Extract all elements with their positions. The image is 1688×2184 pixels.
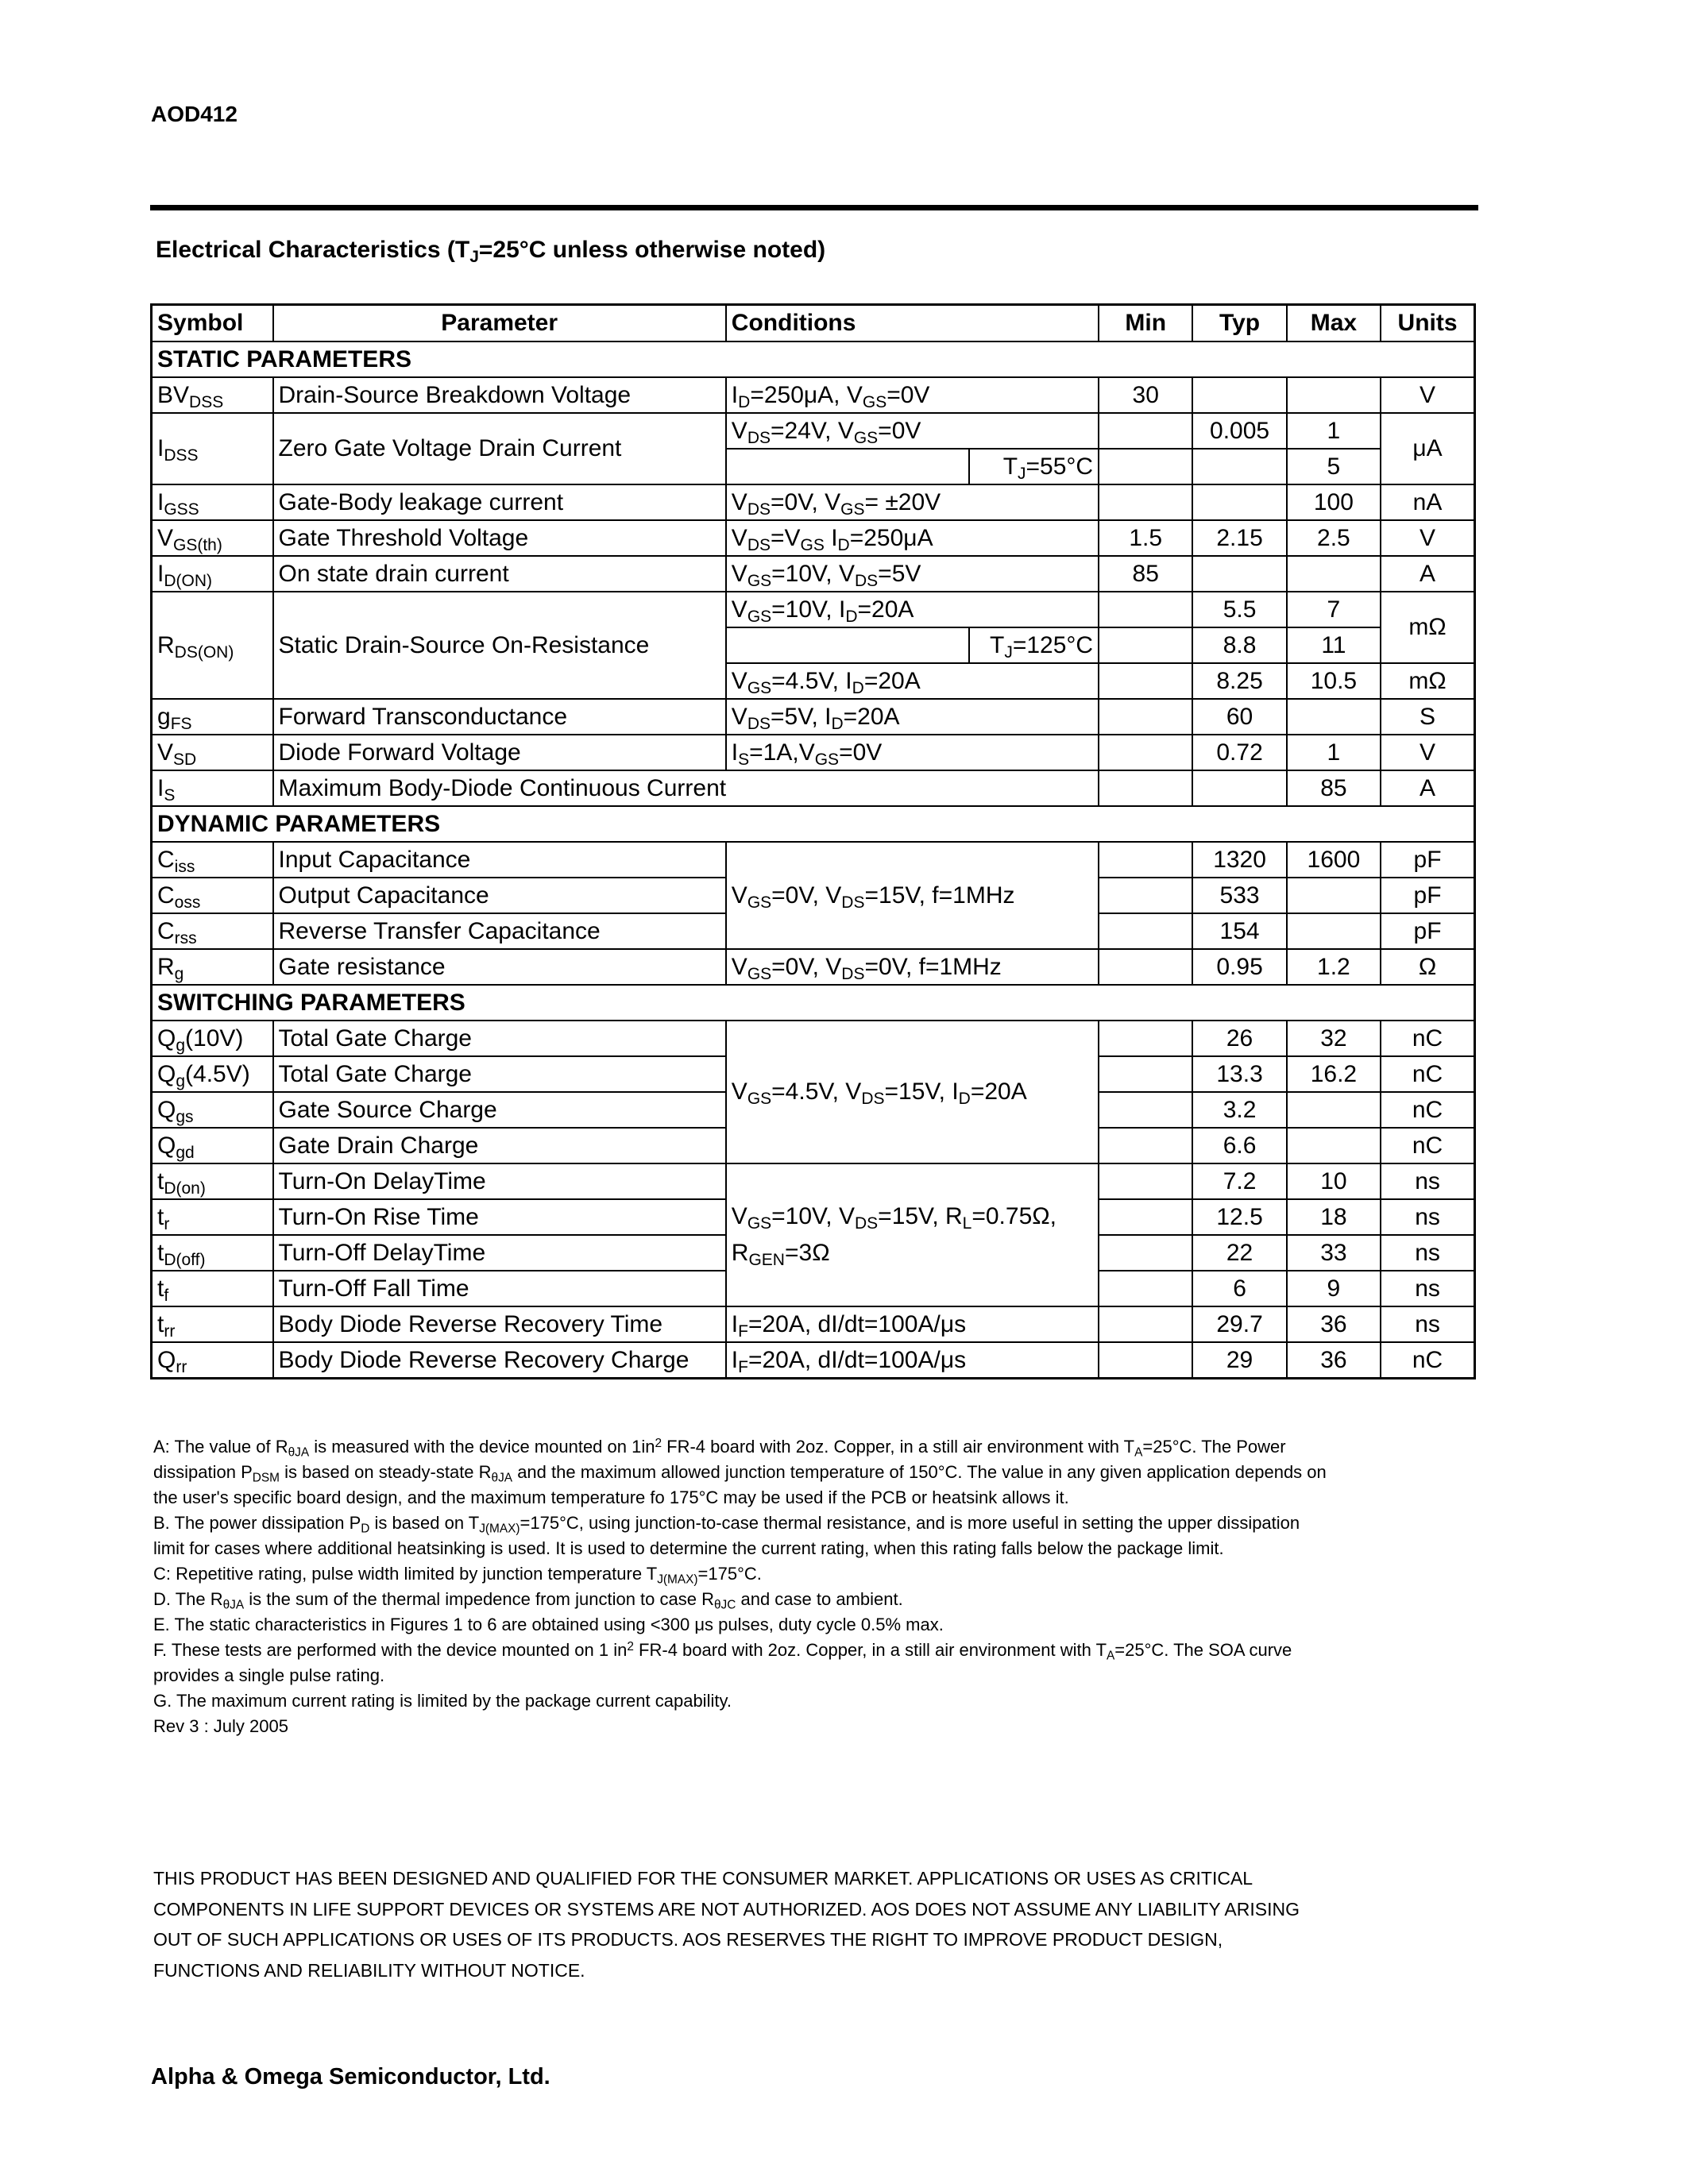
min-cell [1099, 913, 1192, 949]
min-cell [1099, 949, 1192, 985]
unit-cell: V [1381, 377, 1474, 413]
min-cell [1099, 1128, 1192, 1163]
symbol-cell: $C_{rss}$ [152, 913, 273, 949]
conditions-cell [726, 627, 969, 663]
typ-cell: 29 [1192, 1342, 1286, 1379]
typ-cell: 3.2 [1192, 1092, 1286, 1128]
max-cell: 16.2 [1287, 1056, 1381, 1092]
unit-cell: pF [1381, 878, 1474, 913]
header-max: Max [1287, 305, 1381, 342]
typ-cell [1192, 770, 1286, 806]
symbol-cell: $Q_{rr}$ [152, 1342, 273, 1379]
symbol-cell: $g_{FS}$ [152, 699, 273, 735]
symbol-cell: $I_S$ [152, 770, 273, 806]
disclaimer-line: OUT OF SUCH APPLICATIONS OR USES OF ITS PRODUCTS. AOS RESERVES THE RIGHT TO IMPROVE PRODUCT DESIGN, [153, 1929, 1223, 1950]
typ-cell: 2.15 [1192, 520, 1286, 556]
section-dynamic: DYNAMIC PARAMETERS [152, 806, 1475, 842]
min-cell [1099, 1271, 1192, 1306]
disclaimer-line: COMPONENTS IN LIFE SUPPORT DEVICES OR SYSTEMS ARE NOT AUTHORIZED. AOS DOES NOT ASSUME ANY LIABILITY ARISING [153, 1898, 1300, 1920]
section-switching: SWITCHING PARAMETERS [152, 985, 1475, 1021]
min-cell [1099, 1306, 1192, 1342]
section-title: Electrical Characteristics ($T_J=25^\circ C$ unless otherwise noted) [156, 237, 826, 266]
conditions-cell: $I_F=20A$, dI/dt=100A/μs [726, 1342, 1099, 1379]
tj-cell: $T_J=55^\circ C$ [969, 449, 1099, 484]
min-cell [1099, 1199, 1192, 1235]
disclaimer-line: THIS PRODUCT HAS BEEN DESIGNED AND QUALIFIED FOR THE CONSUMER MARKET. APPLICATIONS OR USES AS CRITICAL [153, 1868, 1253, 1889]
unit-cell: A [1381, 556, 1474, 592]
max-cell: 100 [1287, 484, 1381, 520]
conditions-cell: $V_{GS}=10V$, $V_{DS}=15V$, $R_L=0.75\Omega$, $R_{GEN}=3\Omega$ [726, 1163, 1099, 1306]
max-cell: 10 [1287, 1163, 1381, 1199]
symbol-cell: $I_{GSS}$ [152, 484, 273, 520]
parameter-cell: Body Diode Reverse Recovery Time [273, 1306, 726, 1342]
symbol-cell: $C_{iss}$ [152, 842, 273, 878]
unit-cell: nC [1381, 1056, 1474, 1092]
header-parameter: Parameter [273, 305, 726, 342]
min-cell [1099, 842, 1192, 878]
parameter-cell: Gate Threshold Voltage [273, 520, 726, 556]
table-row [152, 770, 1475, 806]
unit-cell: ns [1381, 1199, 1474, 1235]
conditions-cell: $V_{GS}=10V$, $I_D=20A$ [726, 592, 1099, 627]
header-conditions: Conditions [726, 305, 1099, 342]
parameter-cell: Turn-Off DelayTime [273, 1235, 726, 1271]
unit-cell: nA [1381, 484, 1474, 520]
symbol-cell: $t_{rr}$ [152, 1306, 273, 1342]
note-a-cont2: the user's specific board design, and the maximum temperature fo 175°C may be used if the PCB or heatsink allows it. [153, 1488, 1069, 1507]
symbol-cell: $Q_g(10V)$ [152, 1021, 273, 1056]
symbol-cell: $Q_{gs}$ [152, 1092, 273, 1128]
unit-cell: V [1381, 520, 1474, 556]
min-cell [1099, 663, 1192, 699]
conditions-cell: $I_S=1A,V_{GS}=0V$ [726, 735, 1099, 770]
typ-cell [1192, 556, 1286, 592]
min-cell: 85 [1099, 556, 1192, 592]
min-cell [1099, 735, 1192, 770]
max-cell: 1600 [1287, 842, 1381, 878]
footnotes [153, 1434, 1481, 1739]
symbol-cell: $Q_g(4.5V)$ [152, 1056, 273, 1092]
symbol-cell: $Q_{gd}$ [152, 1128, 273, 1163]
table-row [152, 592, 1475, 627]
unit-cell: mΩ [1381, 663, 1474, 699]
min-cell [1099, 1056, 1192, 1092]
conditions-cell: $V_{GS}=4.5V$, $V_{DS}=15V$, $I_D=20A$ [726, 1021, 1099, 1163]
unit-cell: ns [1381, 1235, 1474, 1271]
table-row [152, 699, 1475, 735]
max-cell: 1.2 [1287, 949, 1381, 985]
symbol-cell: $I_{D(ON)}$ [152, 556, 273, 592]
max-cell: 85 [1287, 770, 1381, 806]
table-row [152, 377, 1475, 413]
unit-cell: pF [1381, 913, 1474, 949]
table-row [152, 842, 1475, 878]
note-b-cont: limit for cases where additional heatsinking is used. It is used to determine the current rating, when this rating falls below the package limit. [153, 1538, 1224, 1558]
conditions-cell: $V_{GS}=4.5V$, $I_D=20A$ [726, 663, 1099, 699]
symbol-cell: $R_g$ [152, 949, 273, 985]
typ-cell: 154 [1192, 913, 1286, 949]
typ-cell: 7.2 [1192, 1163, 1286, 1199]
max-cell: 7 [1287, 592, 1381, 627]
typ-cell: 6 [1192, 1271, 1286, 1306]
typ-cell: 533 [1192, 878, 1286, 913]
note-e: E. The static characteristics in Figures 1 to 6 are obtained using <300 μs pulses, duty cycle 0.5% max. [153, 1615, 944, 1634]
unit-cell: Ω [1381, 949, 1474, 985]
parameter-cell: Forward Transconductance [273, 699, 726, 735]
max-cell: 9 [1287, 1271, 1381, 1306]
note-c: C: Repetitive rating, pulse width limited by junction temperature $T_{J(MAX)}=175^\circ C$. [153, 1564, 762, 1587]
min-cell [1099, 1235, 1192, 1271]
max-cell: 11 [1287, 627, 1381, 663]
symbol-cell: $BV_{DSS}$ [152, 377, 273, 413]
max-cell [1287, 699, 1381, 735]
typ-cell: 13.3 [1192, 1056, 1286, 1092]
symbol-cell: $C_{oss}$ [152, 878, 273, 913]
symbol-cell: $t_r$ [152, 1199, 273, 1235]
conditions-cell: $V_{DS}=24V$, $V_{GS}=0V$ [726, 413, 1099, 449]
unit-cell: ns [1381, 1306, 1474, 1342]
unit-cell: ns [1381, 1271, 1474, 1306]
table-row [152, 413, 1475, 449]
typ-cell: 6.6 [1192, 1128, 1286, 1163]
typ-cell: 0.72 [1192, 735, 1286, 770]
conditions-cell: $I_F=20A$, dI/dt=100A/μs [726, 1306, 1099, 1342]
header-symbol: Symbol [152, 305, 273, 342]
note-d: D. The $R_{\theta JA}$ is the sum of the thermal impedence from junction to case $R_{\theta JC}$ and case to ambient. [153, 1589, 903, 1612]
conditions-cell: $V_{DS}=5V$, $I_D=20A$ [726, 699, 1099, 735]
parameter-cell: On state drain current [273, 556, 726, 592]
table-row [152, 520, 1475, 556]
disclaimer-line: FUNCTIONS AND RELIABILITY WITHOUT NOTICE. [153, 1959, 585, 1981]
table-header-row [152, 305, 1475, 342]
parameter-cell: Static Drain-Source On-Resistance [273, 592, 726, 699]
table-row [152, 949, 1475, 985]
parameter-cell: Reverse Transfer Capacitance [273, 913, 726, 949]
table-row [152, 1342, 1475, 1379]
symbol-cell: $I_{DSS}$ [152, 413, 273, 484]
note-f: F. These tests are performed with the device mounted on 1 $in^2$ FR-4 board with 2oz. Copper, in a still air environment with $T_A=25^\circ C$. The SOA curve [153, 1640, 1292, 1663]
unit-cell: A [1381, 770, 1474, 806]
min-cell [1099, 878, 1192, 913]
min-cell: 30 [1099, 377, 1192, 413]
max-cell [1287, 556, 1381, 592]
header-units: Units [1381, 305, 1474, 342]
note-a-cont: dissipation $P_{DSM}$ is based on steady-state $R_{\theta JA}$ and the maximum allowed junction temperature of 150°C. The value in any given application depends on [153, 1462, 1327, 1485]
unit-cell: μA [1381, 413, 1474, 484]
unit-cell: S [1381, 699, 1474, 735]
typ-cell: 5.5 [1192, 592, 1286, 627]
section-static: STATIC PARAMETERS [152, 341, 1475, 377]
parameter-cell: Zero Gate Voltage Drain Current [273, 413, 726, 484]
typ-cell: 22 [1192, 1235, 1286, 1271]
tj-cell: $T_J=125^\circ C$ [969, 627, 1099, 663]
typ-cell: 29.7 [1192, 1306, 1286, 1342]
symbol-cell: $t_f$ [152, 1271, 273, 1306]
parameter-cell: Turn-On Rise Time [273, 1199, 726, 1235]
company-name: Alpha & Omega Semiconductor, Ltd. [151, 2064, 550, 2089]
symbol-cell: $t_{D(on)}$ [152, 1163, 273, 1199]
max-cell: 5 [1287, 449, 1381, 484]
min-cell [1099, 699, 1192, 735]
header-min: Min [1099, 305, 1192, 342]
conditions-cell: $V_{GS}=0V$, $V_{DS}=0V$, f=1MHz [726, 949, 1099, 985]
conditions-cell: $V_{GS}=0V$, $V_{DS}=15V$, f=1MHz [726, 842, 1099, 949]
max-cell: 36 [1287, 1306, 1381, 1342]
unit-cell: V [1381, 735, 1474, 770]
min-cell: 1.5 [1099, 520, 1192, 556]
max-cell [1287, 1128, 1381, 1163]
max-cell [1287, 878, 1381, 913]
revision: Rev 3 : July 2005 [153, 1716, 288, 1736]
unit-cell: mΩ [1381, 592, 1474, 663]
unit-cell: nC [1381, 1128, 1474, 1163]
part-number: AOD412 [151, 102, 238, 126]
parameter-cell: Turn-On DelayTime [273, 1163, 726, 1199]
unit-cell: ns [1381, 1163, 1474, 1199]
unit-cell: nC [1381, 1342, 1474, 1379]
table-row [152, 484, 1475, 520]
typ-cell: 26 [1192, 1021, 1286, 1056]
table-row [152, 1306, 1475, 1342]
conditions-cell: $I_D=250\mu A$, $V_{GS}=0V$ [726, 377, 1099, 413]
symbol-cell: $V_{GS(th)}$ [152, 520, 273, 556]
parameter-cell: Gate-Body leakage current [273, 484, 726, 520]
note-f-cont: provides a single pulse rating. [153, 1665, 385, 1685]
parameter-cell: Diode Forward Voltage [273, 735, 726, 770]
max-cell [1287, 377, 1381, 413]
parameter-cell: Input Capacitance [273, 842, 726, 878]
parameter-cell: Gate Source Charge [273, 1092, 726, 1128]
parameter-cell: Gate Drain Charge [273, 1128, 726, 1163]
typ-cell: 1320 [1192, 842, 1286, 878]
conditions-cell [726, 449, 969, 484]
max-cell: 32 [1287, 1021, 1381, 1056]
symbol-cell: $t_{D(off)}$ [152, 1235, 273, 1271]
note-b: B. The power dissipation $P_D$ is based on $T_{J(MAX)}=175^\circ C$, using junction-to-case thermal resistance, and is more useful in setting the upper dissipation [153, 1513, 1300, 1536]
parameter-cell: Total Gate Charge [273, 1056, 726, 1092]
max-cell: 1 [1287, 413, 1381, 449]
typ-cell: 60 [1192, 699, 1286, 735]
min-cell [1099, 1092, 1192, 1128]
unit-cell: nC [1381, 1092, 1474, 1128]
table-row [152, 1163, 1475, 1199]
typ-cell: 12.5 [1192, 1199, 1286, 1235]
min-cell [1099, 1163, 1192, 1199]
electrical-characteristics-table [150, 303, 1476, 1379]
table-row [152, 556, 1475, 592]
parameter-cell: Maximum Body-Diode Continuous Current [273, 770, 1099, 806]
parameter-cell: Output Capacitance [273, 878, 726, 913]
min-cell [1099, 592, 1192, 627]
parameter-cell: Total Gate Charge [273, 1021, 726, 1056]
conditions-cell: $V_{DS}=V_{GS}$ $I_D=250\mu A$ [726, 520, 1099, 556]
max-cell: 1 [1287, 735, 1381, 770]
disclaimer [153, 1863, 1504, 1985]
typ-cell: 0.005 [1192, 413, 1286, 449]
header-typ: Typ [1192, 305, 1286, 342]
conditions-cell: $V_{GS}=10V$, $V_{DS}=5V$ [726, 556, 1099, 592]
parameter-cell: Drain-Source Breakdown Voltage [273, 377, 726, 413]
note-a: A: The value of $R_{\theta JA}$ is measured with the device mounted on $1in^2$ FR-4 board with 2oz. Copper, in a still air environment with $T_A=25^\circ C$. The Power [153, 1437, 1286, 1460]
min-cell [1099, 627, 1192, 663]
max-cell [1287, 1092, 1381, 1128]
typ-cell [1192, 377, 1286, 413]
header-rule [150, 205, 1478, 210]
min-cell [1099, 1021, 1192, 1056]
parameter-cell: Body Diode Reverse Recovery Charge [273, 1342, 726, 1379]
max-cell: 18 [1287, 1199, 1381, 1235]
min-cell [1099, 1342, 1192, 1379]
conditions-cell: $V_{DS}=0V$, $V_{GS}= \pm 20V$ [726, 484, 1099, 520]
table-row [152, 735, 1475, 770]
min-cell [1099, 484, 1192, 520]
min-cell [1099, 413, 1192, 449]
symbol-cell: $V_{SD}$ [152, 735, 273, 770]
parameter-cell: Gate resistance [273, 949, 726, 985]
symbol-cell: $R_{DS(ON)}$ [152, 592, 273, 699]
max-cell: 10.5 [1287, 663, 1381, 699]
max-cell: 2.5 [1287, 520, 1381, 556]
min-cell [1099, 770, 1192, 806]
max-cell: 33 [1287, 1235, 1381, 1271]
table-row [152, 1021, 1475, 1056]
note-g: G. The maximum current rating is limited by the package current capability. [153, 1691, 732, 1711]
max-cell: 36 [1287, 1342, 1381, 1379]
typ-cell [1192, 484, 1286, 520]
typ-cell: 0.95 [1192, 949, 1286, 985]
unit-cell: nC [1381, 1021, 1474, 1056]
min-cell [1099, 449, 1192, 484]
max-cell [1287, 913, 1381, 949]
typ-cell: 8.25 [1192, 663, 1286, 699]
typ-cell [1192, 449, 1286, 484]
parameter-cell: Turn-Off Fall Time [273, 1271, 726, 1306]
unit-cell: pF [1381, 842, 1474, 878]
typ-cell: 8.8 [1192, 627, 1286, 663]
